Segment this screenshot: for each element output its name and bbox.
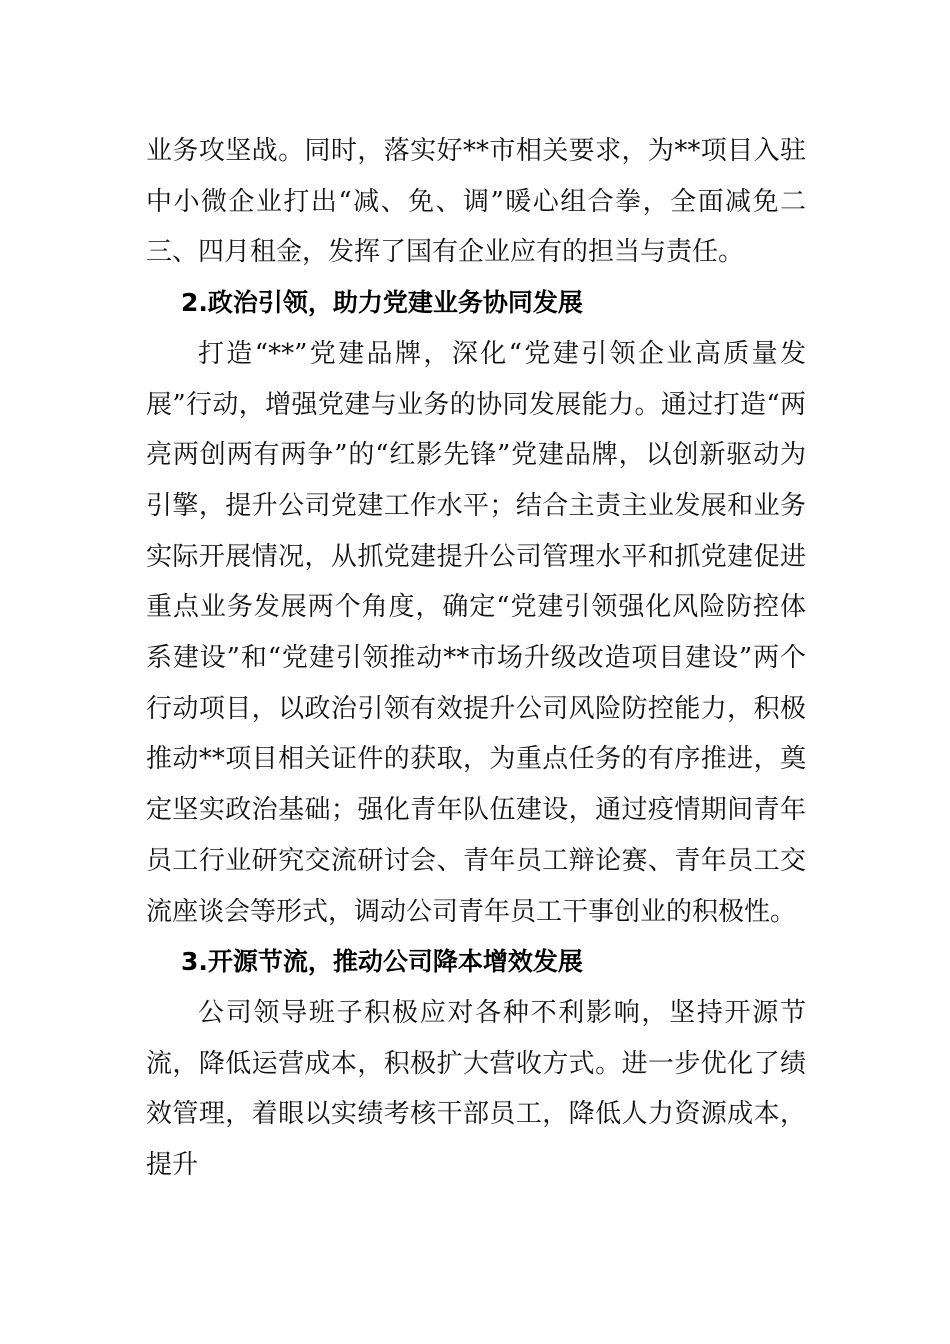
document-page bbox=[146, 126, 806, 1191]
section-heading: 2.政治引领，助力党建业务协同发展 bbox=[181, 288, 583, 318]
body-paragraph: 业务攻坚战。同时，落实好**市相关要求，为**项目入驻中小微企业打出“减、免、调”暖心组合拳，全面减免二三、四月租金，发挥了国有企业应有的担当与责任。 bbox=[146, 136, 806, 268]
body-paragraph: 打造“**”党建品牌，深化“党建引领企业高质量发展”行动，增强党建与业务的协同发展能力。通过打造“两亮两创两有两争”的“红影先锋”党建品牌，以创新驱动为引擎，提升公司党建工作水平；结合主责主业发展和业务实际开展情况，从抓党建提升公司管理水平和抓党建促进重点业务发展两个角度，确定“党建引领强化风险防控体系建设”和“党建引领推动**市场升级改造项目建设”两个行动项目，以政治引领有效提升公司风险防控能力，积极推动**项目相关证件的获取，为重点任务的有序推进，奠定坚实政治基础；强化青年队伍建设，通过疫情期间青年员工行业研究交流研讨会、青年员工辩论赛、青年员工交流座谈会等形式，调动公司青年员工干事创业的积极性。 bbox=[146, 338, 806, 927]
body-paragraph: 公司领导班子积极应对各种不利影响，坚持开源节流，降低运营成本，积极扩大营收方式。进一步优化了绩效管理，着眼以实绩考核干部员工，降低人力资源成本，提升 bbox=[146, 997, 806, 1181]
section-heading: 3.开源节流，推动公司降本增效发展 bbox=[181, 947, 583, 977]
